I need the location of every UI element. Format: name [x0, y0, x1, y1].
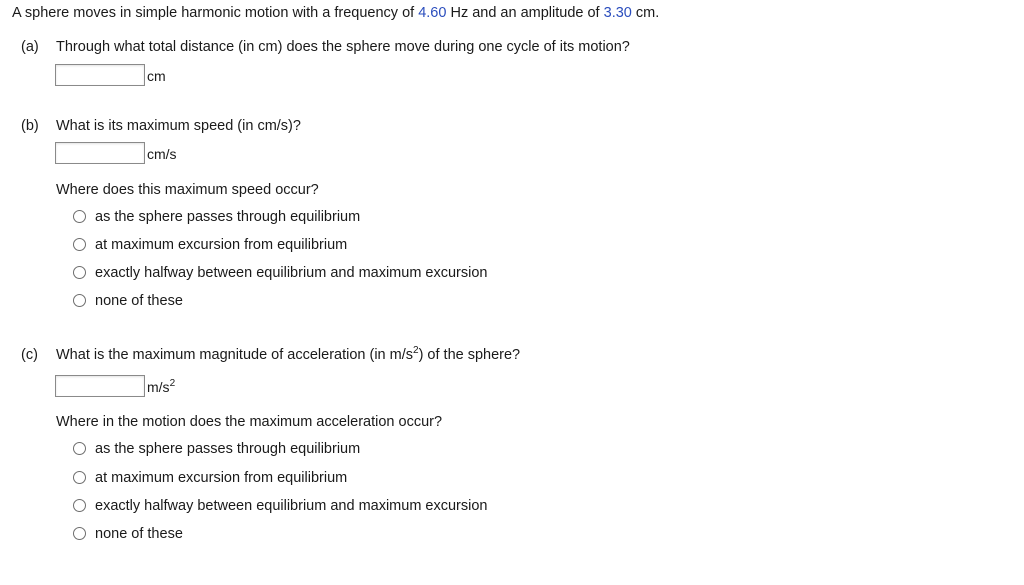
part-c-answer-input[interactable] [55, 375, 145, 397]
part-c-option-2-radio[interactable] [73, 471, 86, 484]
part-a-label: (a) [21, 39, 39, 55]
intro-text-pre: A sphere moves in simple harmonic motion with a frequency of [12, 5, 419, 21]
part-c-unit [147, 379, 175, 395]
part-c-option-4-label[interactable]: none of these [95, 526, 183, 542]
part-c-option-1-label[interactable]: as the sphere passes through equilibrium [95, 441, 361, 457]
part-c-followup: Where in the motion does the maximum acceleration occur? [56, 414, 443, 430]
part-c-option-3-radio[interactable] [73, 499, 86, 512]
part-b-option-1-label[interactable]: as the sphere passes through equilibrium [95, 209, 361, 225]
part-c-option-4-radio[interactable] [73, 527, 86, 540]
part-c-option-3-label[interactable]: exactly halfway between equilibrium and maximum excursion [95, 498, 488, 514]
part-a-question: Through what total distance (in cm) does the sphere move during one cycle of its motion? [56, 39, 630, 55]
part-c-question-pre: What is the maximum magnitude of acceleration (in m/s [56, 347, 413, 363]
amplitude-value: 3.30 [603, 5, 632, 21]
part-c-option-2-label[interactable]: at maximum excursion from equilibrium [95, 470, 348, 486]
part-b-option-3-radio[interactable] [73, 266, 86, 279]
part-b-option-2-radio[interactable] [73, 238, 86, 251]
part-a-answer-input[interactable] [55, 64, 145, 86]
part-c-option-1-radio[interactable] [73, 442, 86, 455]
part-b-option-4-radio[interactable] [73, 294, 86, 307]
part-c-label: (c) [21, 347, 38, 363]
problem-statement [12, 5, 659, 21]
part-b-label: (b) [21, 118, 39, 134]
part-c-question [56, 347, 520, 363]
part-c-unit-exponent: 2 [169, 378, 176, 389]
part-c-question-exponent: 2 [413, 345, 419, 356]
part-b-followup: Where does this maximum speed occur? [56, 182, 319, 198]
part-c-unit-base: m/s [147, 379, 170, 395]
intro-text-mid: Hz and an amplitude of [446, 5, 604, 21]
part-b-option-3-label[interactable]: exactly halfway between equilibrium and maximum excursion [95, 265, 488, 281]
part-b-option-1-radio[interactable] [73, 210, 86, 223]
part-b-unit: cm/s [147, 146, 177, 162]
part-b-option-4-label[interactable]: none of these [95, 293, 183, 309]
part-b-option-2-label[interactable]: at maximum excursion from equilibrium [95, 237, 348, 253]
part-b-question: What is its maximum speed (in cm/s)? [56, 118, 301, 134]
intro-text-post: cm. [631, 5, 660, 21]
part-a-unit: cm [147, 68, 166, 84]
part-b-answer-input[interactable] [55, 142, 145, 164]
frequency-value: 4.60 [418, 5, 447, 21]
part-c-question-post: ) of the sphere? [418, 347, 521, 363]
